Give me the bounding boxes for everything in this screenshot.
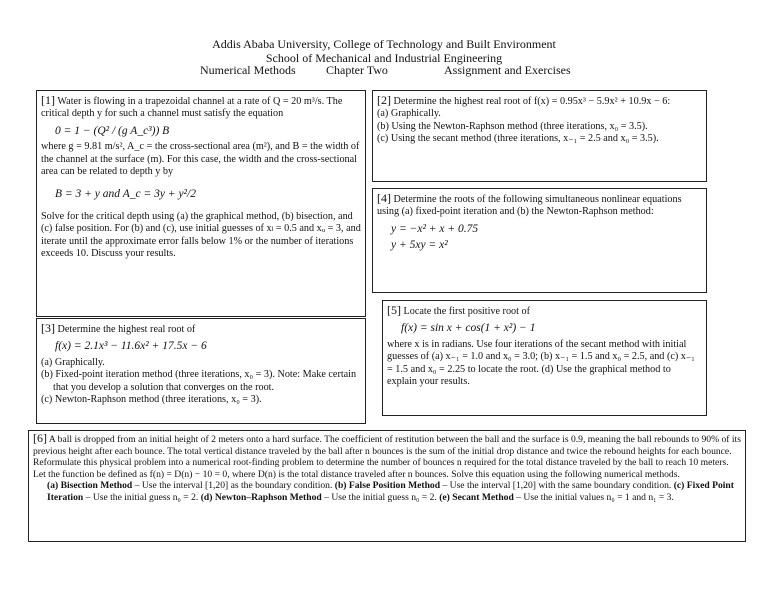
question-2 [372, 90, 707, 182]
question-6 [28, 430, 746, 542]
q4-equation-1: y = −x² + x + 0.75 [391, 222, 479, 235]
q2-intro: Determine the highest real root of f(x) = 0.95x³ − 5.9x² + 10.9x − 6: [393, 96, 671, 107]
q4-equation-2: y + 5xy = x² [391, 239, 448, 252]
q6-c-label: (c) Fixed Point Iteration [47, 480, 734, 503]
q5-body: where x is in radians. Use four iterations of the secant method with initial guesses of (a) x₋₁ = 1.0 and x₀ = 3.0; (b) x₋₁ = 1.5 and x₀ = 2.5, and (c) x₋₁ = 1.5 and x₀ = 2.25 to locate the root. (d) Use the graphical method to explain your results. [387, 338, 695, 388]
q6-d-text: – Use the initial guess n₀ = 2. [321, 491, 437, 503]
q6-a-text: – Use the interval [1,20] as the boundary condition. [132, 480, 335, 492]
header-university: Addis Ababa University, College of Technology and Built Environment [212, 37, 556, 51]
q3-number: [3] [41, 321, 55, 335]
q1-intro: Water is flowing in a trapezoidal channel at a rate of Q = 20 m³/s. The critical depth y for such a channel must satisfy the equation [41, 96, 343, 120]
q4-intro: Determine the roots of the following simultaneous nonlinear equations using (a) fixed-point iteration and (b) the Newton-Raphson method: [377, 194, 682, 218]
q6-e-label: (e) Secant Method [439, 491, 514, 503]
question-1 [36, 90, 366, 317]
question-3 [36, 318, 366, 424]
q6-methods [33, 480, 741, 503]
q2-number: [2] [377, 93, 391, 107]
q2-part-b: (b) Using the Newton-Raphson method (three iterations, x₀ = 3.5). [377, 120, 648, 132]
header-school: School of Mechanical and Industrial Engineering [265, 51, 503, 65]
q1-equation: 0 = 1 − (Q² / (g A_c³)) B [55, 124, 170, 137]
q3-part-b: (b) Fixed-point iteration method (three iterations, x₀ = 3). Note: Make certain that you develop a solution that converges on the root. [41, 369, 357, 393]
q5-number: [5] [387, 303, 401, 317]
header-chapter: Chapter Two [326, 63, 388, 77]
q3-equation: f(x) = 2.1x³ − 11.6x² + 17.5x − 6 [55, 340, 207, 353]
q5-intro: Locate the first positive root of [403, 306, 531, 317]
q6-e-text: – Use the initial values n₀ = 1 and n₁ = 3. [513, 491, 674, 503]
q1-where: where g = 9.81 m/s², A_c = the cross-sectional area (m²), and B = the width of the channel at the surface (m). For this case, the width and the cross-sectional area can be related to depth y by [41, 141, 360, 178]
q3-part-c: (c) Newton-Raphson method (three iterations, x₀ = 3). [41, 394, 262, 406]
header-course: Numerical Methods [200, 63, 296, 77]
q6-b-text: – Use the interval [1,20] with the same boundary condition. [440, 480, 674, 492]
q4-number: [4] [377, 191, 391, 205]
q3-part-a: (a) Graphically. [41, 356, 105, 368]
header-title: Assignment and Exercises [444, 63, 571, 77]
q6-b-label: (b) False Position Method [334, 480, 441, 492]
q5-equation: f(x) = sin x + cos(1 + x²) − 1 [401, 322, 536, 335]
question-5 [382, 300, 707, 416]
q2-part-a: (a) Graphically. [377, 108, 441, 120]
q6-a-label: (a) Bisection Method [47, 480, 133, 492]
q1-equation-2: B = 3 + y and A_c = 3y + y²/2 [55, 188, 196, 201]
q2-part-c: (c) Using the secant method (three iterations, x₋₁ = 2.5 and x₀ = 3.5). [377, 133, 659, 145]
q6-body: A ball is dropped from an initial height of 2 meters onto a hard surface. The coefficient of restitution between the ball and the surface is 0.9, meaning the ball rebounds to 90% of its previous height after each bounce. The total vertical distance traveled by the ball after n bounces is the sum of the initial drop distance and twice the rebound heights for each bounce. Reformulate this physical problem into a numerical root-finding problem to determine the number of bounces n required for the total distance traveled by the ball to reach 10 meters. Let the function be defined as f(n) = D(n) − 10 = 0, where D(n) is the total distance traveled after n bounces. Solve this equation using the following numerical methods. [33, 434, 741, 480]
q1-number: [1] [41, 93, 55, 107]
q1-body: Solve for the critical depth using (a) the graphical method, (b) bisection, and (c) false position. For (b) and (c), use initial guesses of xₗ = 0.5 and xᵤ = 3, and iterate until the approximate error falls below 1% or the number of iterations exceeds 10. Discuss your results. [41, 210, 361, 260]
q3-intro: Determine the highest real root of [57, 324, 196, 335]
question-4 [372, 188, 707, 293]
q6-d-label: (d) Newton–Raphson Method [200, 491, 322, 503]
q6-c-text: – Use the initial guess n₀ = 2. [83, 491, 201, 503]
q6-number: [6] [33, 431, 47, 445]
